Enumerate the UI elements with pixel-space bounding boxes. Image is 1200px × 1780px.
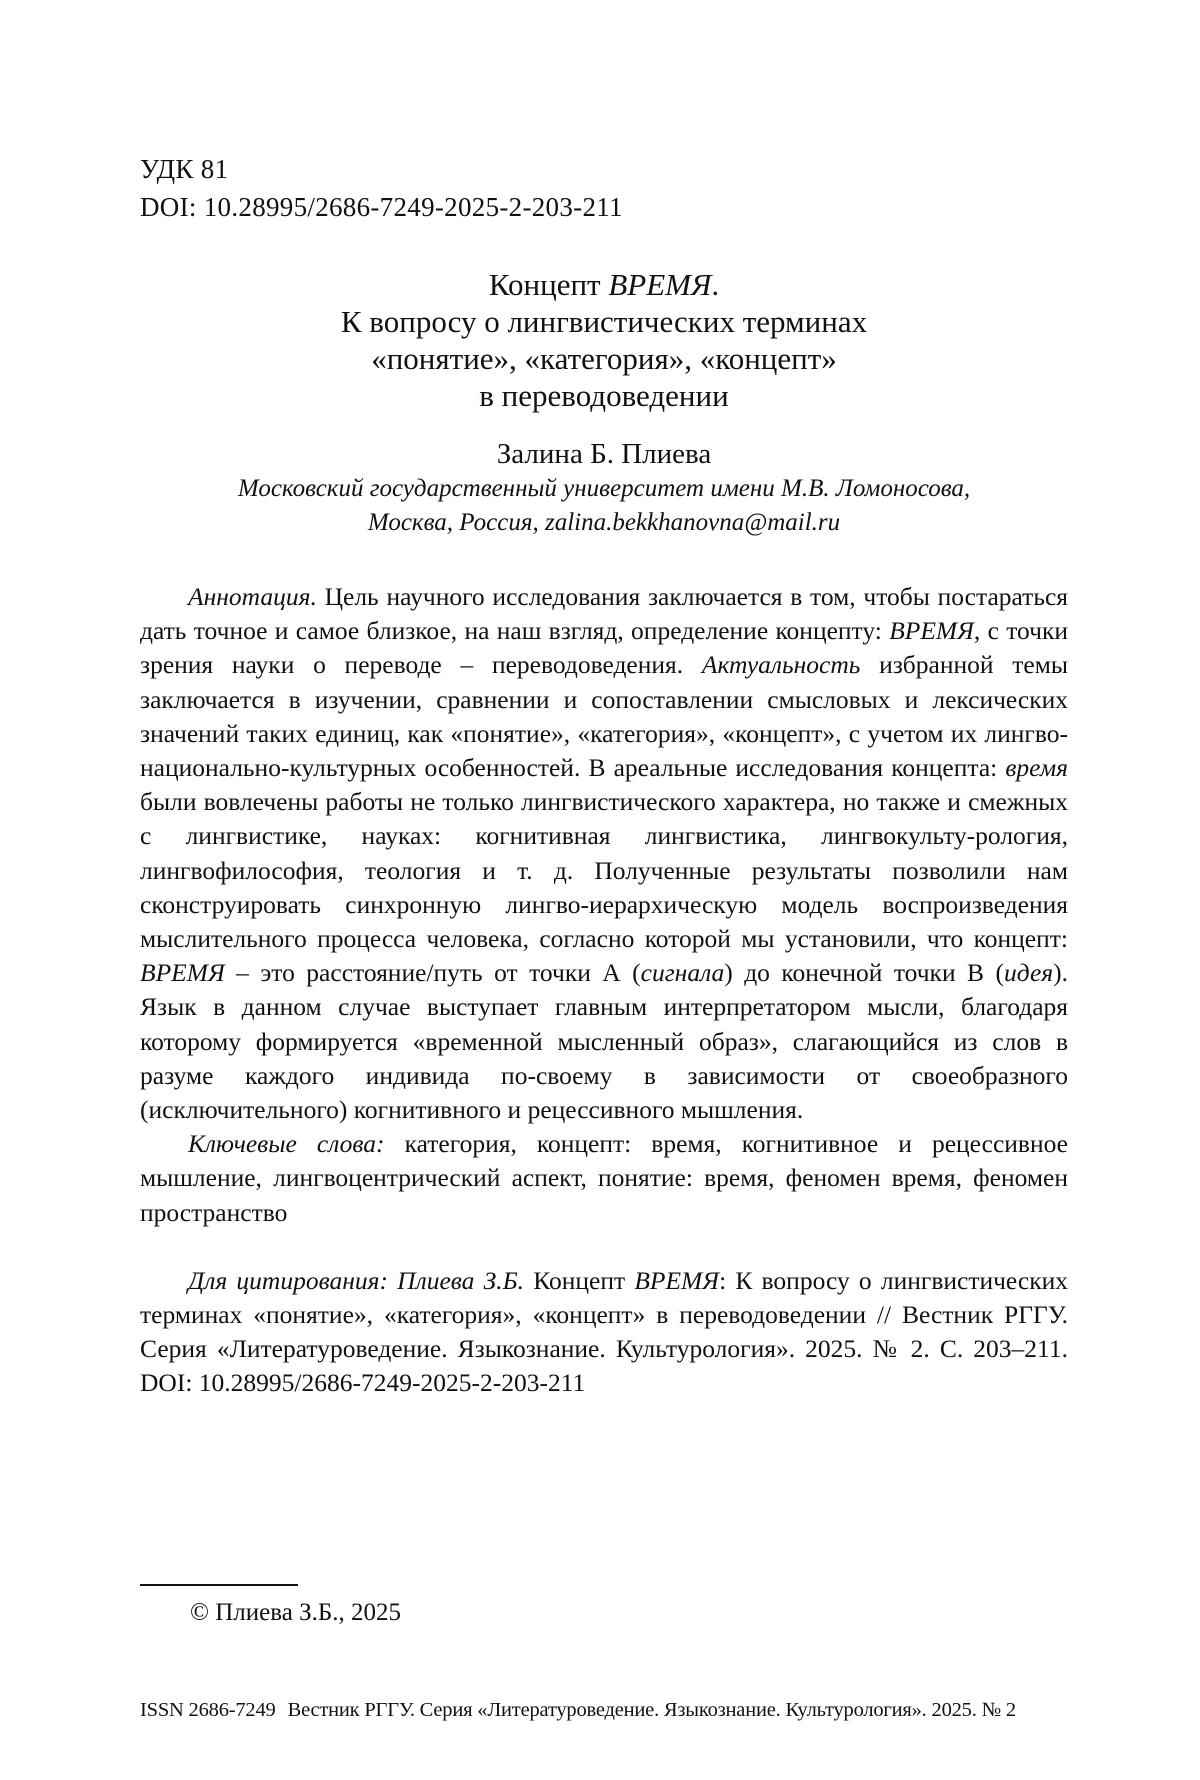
citation-paragraph: Для цитирования: Плиева З.Б. Концепт ВРЕМЯ: К вопросу о лингвистических терминах «понятие», «категория», «концепт» в переводоведении // Вестник РГГУ. Серия «Литературоведение. Языкознание. Культурология». 2025. № 2. С. 203–211. DOI: 10.28995/2686-7249-2025-2-203-211 (140, 1265, 1068, 1398)
affiliation-line-2: Москва, Россия, zalina.bekkhanovna@mail.ru (367, 509, 841, 536)
title-line-4: в переводоведении (479, 378, 729, 413)
abstract-paragraph: Аннотация. Цель научного исследования заключается в том, чтобы постараться дать точное и самое близкое, на наш взгляд, определение концепту: ВРЕМЯ, с точки зрения науки о переводе – переводоведения. Актуальность избранной темы заключается в изучении, сравнении и сопоставлении смысловых и лексических значений таких единиц, как «понятие», «категория», «концепт», с учетом их лингво-национально-культурных особенностей. В ареальные исследования концепта: время были вовлечены работы не только лингвистического характера, но также и смежных с лингвистике, науках: когнитивная лингвистика, лингвокульту-рология, лингвофилософия, теология и т. д. Полученные результаты позволили нам сконструировать синхронную лингво-иерархическую модель воспроизведения мыслительного процесса человека, согласно которой мы установили, что концепт: ВРЕМЯ – это расстояние/путь от точки А (сигнала) до конечной точки В (идея). Язык в данном случае выступает главным интерпретатором мысли, благодаря которому формируется «временной мысленный образ», слагающийся из слов в разуме каждого индивида по-своему в зависимости от своеобразного (исключительного) когнитивного и рецессивного мышления. (140, 582, 1069, 1125)
keywords-text: категория, концепт: время, когнитивное и рецессивное мышление, лингвоцентрический аспект, понятие: время, феномен время, феномен пространство (140, 1129, 1068, 1227)
article-page (140, 150, 1068, 1401)
footnote-divider (140, 1584, 298, 1586)
affiliation-line-1: Московский государственный университет имени М.В. Ломоносова, (237, 475, 971, 502)
title-line-1: Концепт ВРЕМЯ. (488, 267, 720, 302)
udk-code: УДК 81 (140, 154, 229, 184)
running-footer (140, 1697, 1068, 1723)
abstract (140, 580, 1068, 1230)
doi-header: DOI: 10.28995/2686-7249-2025-2-203-211 (140, 192, 623, 222)
citation-label: Для цитирования: Плиева З.Б. (188, 1265, 525, 1295)
article-title (140, 266, 1068, 414)
title-line-3: «понятие», «категория», «концепт» (371, 341, 837, 376)
footer-journal: Вестник РГГУ. Серия «Литературоведение. Языкознание. Культурология». 2025. № 2 (287, 1699, 1016, 1721)
author-name: Залина Б. Плиева (496, 438, 712, 470)
abstract-label: Аннотация. (188, 582, 317, 611)
copyright-note: © Плиева З.Б., 2025 (190, 1599, 401, 1626)
footer-issn: ISSN 2686-7249 (140, 1699, 276, 1721)
keywords-label: Ключевые слова: (188, 1129, 385, 1159)
keywords-paragraph (140, 1127, 1068, 1230)
title-emphasis: ВРЕМЯ (608, 267, 712, 302)
title-line-2: К вопросу о лингвистических терминах (340, 304, 868, 339)
